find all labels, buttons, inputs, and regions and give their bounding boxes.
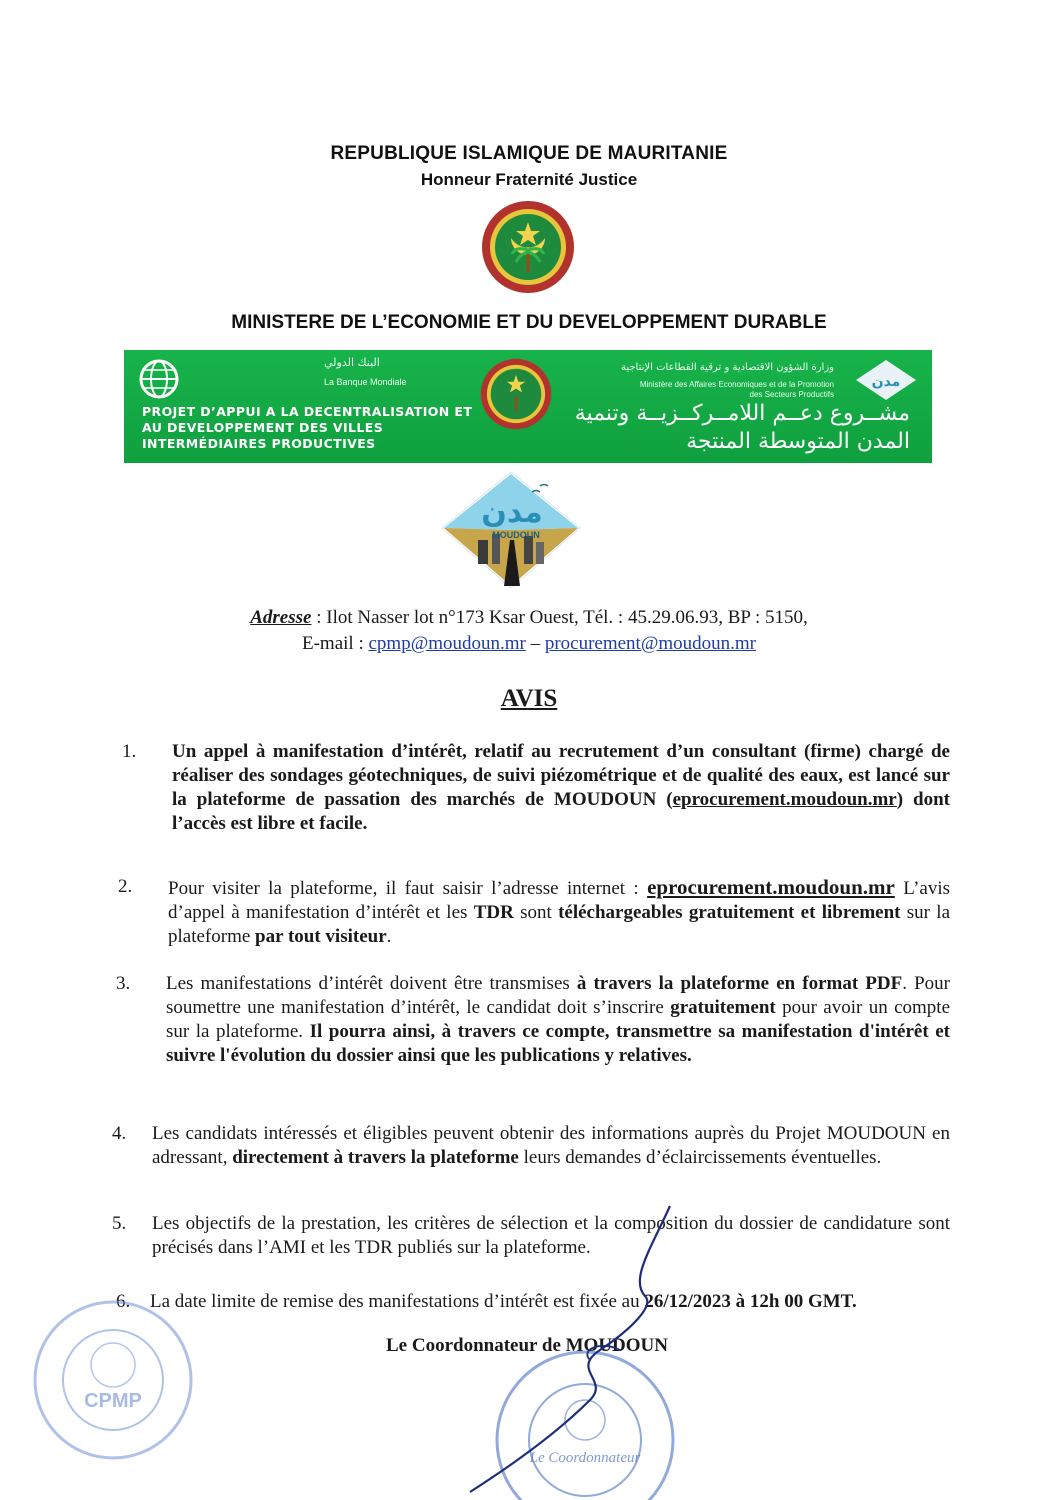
address-text: : Ilot Nasser lot n°173 Ksar Ouest, Tél. : 45.29.06.93, BP : 5150,	[311, 607, 808, 628]
national-motto: Honneur Fraternité Justice	[420, 170, 638, 189]
item-text	[172, 740, 950, 836]
email-link-cpmp[interactable]: cpmp@moudoun.mr	[368, 633, 526, 654]
world-bank-name: La Banque Mondiale	[324, 377, 407, 387]
moudoun-mini-logo	[854, 358, 918, 402]
item-text-bold: gratuitement	[670, 997, 776, 1018]
item-text-bold: directement à travers la plateforme	[232, 1147, 519, 1168]
item-number: 3.	[116, 973, 131, 994]
ministry-arabic: وزارة الشؤون الاقتصادية و ترقية القطاعات الإنتاجية	[621, 362, 834, 373]
item-number: 1.	[122, 741, 137, 762]
signature-icon	[440, 1200, 740, 1497]
item-text	[168, 875, 950, 949]
item-text-part: . Pour soumettre une manifestation d’intérêt, le candidat doit s’inscrire	[166, 973, 950, 1018]
moudoun-logo	[440, 470, 582, 590]
platform-link[interactable]: eprocurement.moudoun.mr	[672, 789, 897, 810]
world-bank-arabic: البنك الدولي	[324, 356, 380, 369]
item-text-bold: Il pourra ainsi, à travers ce compte, transmettre sa manifestation d'intérêt et suivre l'évolution du dossier ainsi que les publications y relatives.	[166, 1021, 950, 1066]
signatory-title: Le Coordonnateur de MOUDOUN	[386, 1335, 669, 1356]
item-text-part: Un appel à manifestation d’intérêt, relatif au recrutement d’un consultant (firme) chargé de réaliser des sondages géotechniques, de suivi piézométrique et de qualité des eaux, est lancé sur la plateforme de passation des marchés de MOUDOUN (	[172, 741, 950, 810]
item-text-bold: à travers la plateforme en format PDF	[576, 973, 903, 994]
item-text-part: sur la plateforme	[168, 902, 950, 947]
item-number: 5.	[112, 1213, 127, 1234]
item-text-part: La date limite de remise des manifestations d’intérêt est fixée au	[150, 1291, 645, 1312]
project-title-arabic: مشــروع دعــم اللامــركــزيــة وتنمية المدن المتوسطة المنتجة	[574, 401, 910, 454]
national-emblem-icon	[481, 200, 575, 294]
item-text-part: Pour visiter la plateforme, il faut saisir l’adresse internet :	[168, 878, 648, 899]
item-text-bold: par tout visiteur	[255, 926, 387, 947]
item-text-bold: téléchargeables gratuitement et librement	[558, 902, 901, 923]
item-text: Les objectifs de la prestation, les critères de sélection et la composition du dossier de candidature sont précisés dans l’AMI et les TDR publiés sur la plateforme.	[152, 1213, 950, 1258]
ministry-heading: MINISTERE DE L’ECONOMIE ET DU DEVELOPPEMENT DURABLE	[231, 312, 827, 333]
project-title-french: PROJET D’APPUI A LA DECENTRALISATION ET AU DEVELOPPEMENT DES VILLES INTERMÉDIAIRES PRODUCTIVES	[142, 404, 473, 451]
item-number: 2.	[118, 876, 133, 897]
item-text	[166, 972, 950, 1068]
item-number: 6.	[116, 1291, 131, 1312]
item-text	[152, 1122, 950, 1170]
ministry-french: Ministère des Affaires Economiques et de la Promotion des Secteurs Productifs	[639, 380, 834, 399]
platform-link[interactable]: eprocurement.moudoun.mr	[647, 875, 895, 899]
item-text-part: .	[386, 926, 392, 947]
logo-arabic-text: مدن	[481, 495, 543, 530]
email-line	[0, 631, 1058, 657]
republic-heading: REPUBLIQUE ISLAMIQUE DE MAURITANIE	[330, 143, 728, 164]
item-text-part: L’avis d’appel à manifestation d’intérêt et les	[168, 878, 950, 923]
item-number: 4.	[112, 1123, 127, 1144]
email-link-procurement[interactable]: procurement@moudoun.mr	[544, 633, 756, 654]
email-label: E-mail :	[302, 633, 369, 654]
mini-logo-text: مدن	[871, 374, 901, 390]
email-separator: –	[525, 633, 545, 654]
item-text-bold: TDR	[473, 902, 514, 923]
address-line	[0, 605, 1058, 631]
cpmp-stamp-icon	[28, 1295, 198, 1465]
world-bank-logo-icon	[138, 358, 180, 400]
item-text-part: ) dont l’accès est libre et facile.	[172, 789, 950, 834]
address-label: Adresse	[250, 607, 312, 628]
item-text-part: Les candidats intéressés et éligibles peuvent obtenir des informations auprès du Projet MOUDOUN en adressant,	[152, 1123, 950, 1168]
project-banner	[124, 350, 932, 463]
coordinator-stamp-text: Le Coordonnateur	[529, 1450, 641, 1466]
notice-title: AVIS	[500, 685, 558, 712]
cpmp-stamp-text: CPMP	[84, 1390, 142, 1412]
item-text-part: pour avoir un compte sur la plateforme.	[166, 997, 950, 1042]
item-text-part: leurs demandes d’éclaircissements éventuelles.	[518, 1147, 882, 1168]
item-text-part: Les manifestations d’intérêt doivent être transmises	[166, 973, 577, 994]
item-text-part: sont	[513, 902, 559, 923]
item-text-bold: 26/12/2023 à 12h 00 GMT.	[644, 1291, 857, 1312]
logo-name-text: MOUDOUN	[492, 530, 540, 540]
address-block	[0, 605, 1058, 657]
